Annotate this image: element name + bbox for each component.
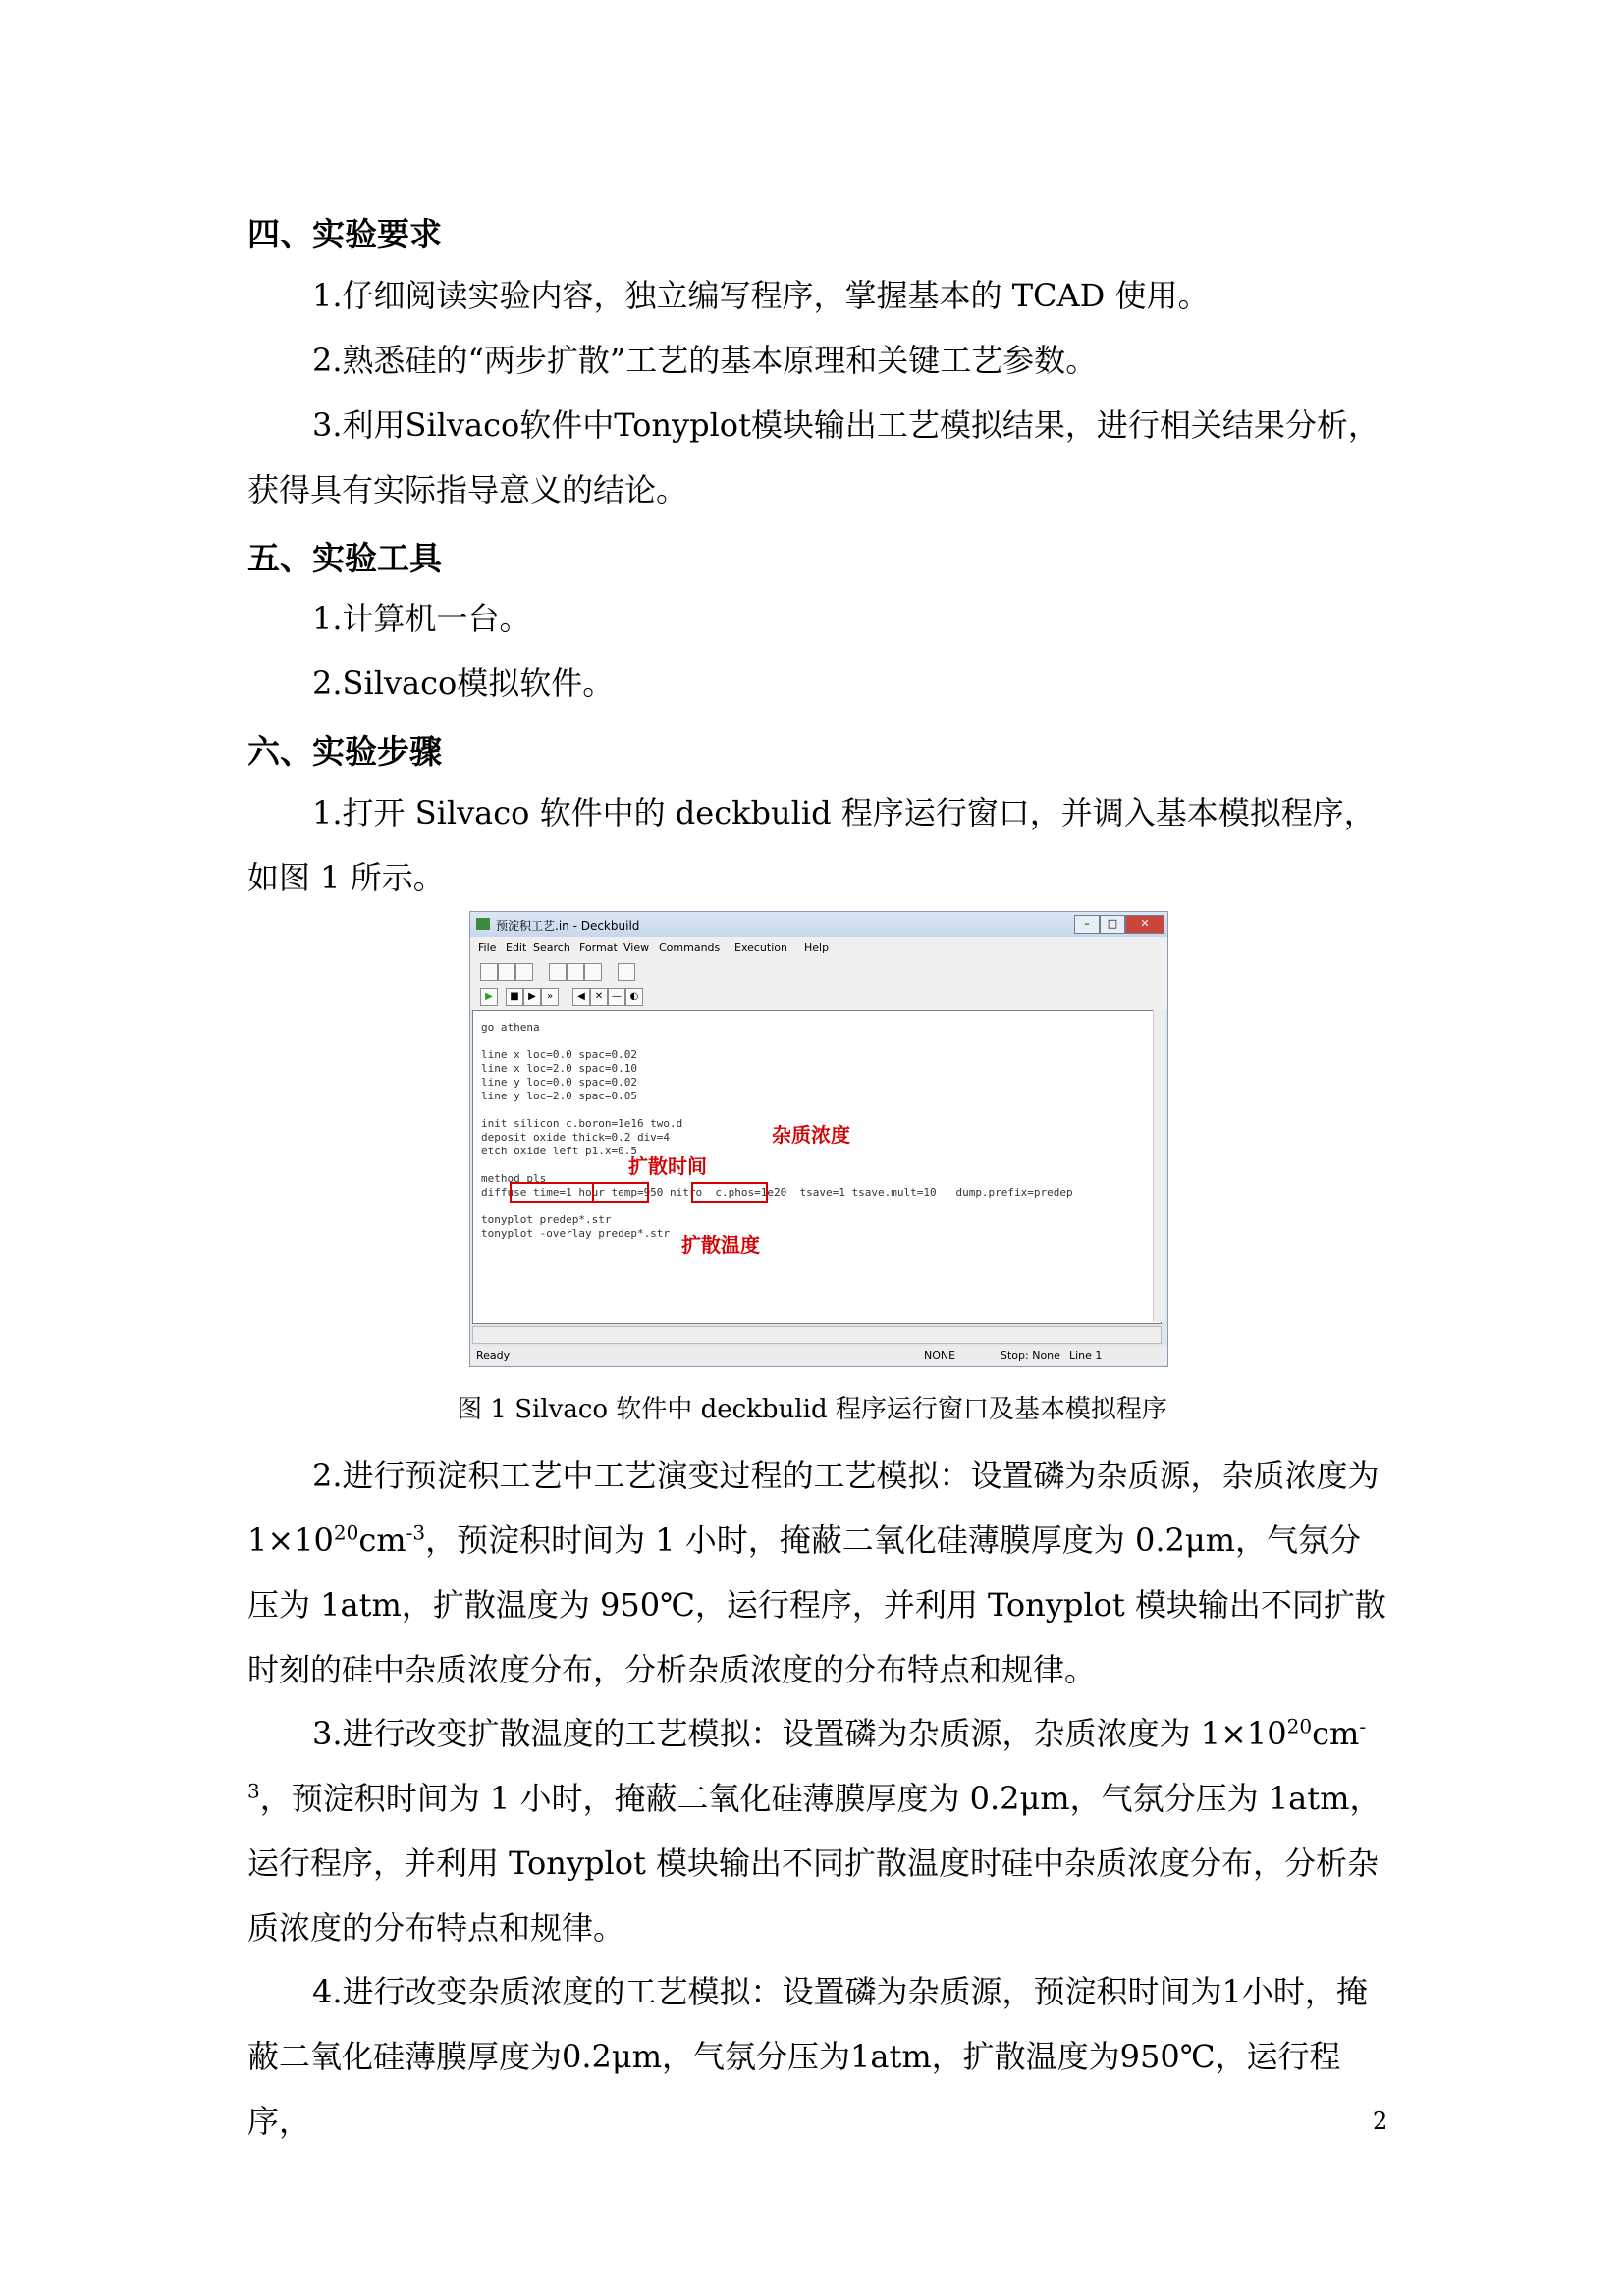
code-line: init silicon c.boron=1e16 two.d xyxy=(481,1117,683,1130)
highlight-time-box xyxy=(510,1182,594,1203)
status-stop: Stop: None xyxy=(1001,1349,1060,1362)
maximize-icon: □ xyxy=(1100,915,1125,934)
toolbar-file xyxy=(470,959,1167,985)
code-editor xyxy=(472,1010,1162,1324)
code-line: line x loc=0.0 spac=0.02 xyxy=(481,1048,637,1061)
menu-search: Search xyxy=(533,941,570,954)
status-line: Line 1 xyxy=(1069,1349,1103,1362)
step-3: 3.进行改变扩散温度的工艺模拟：设置磷为杂质源，杂质浓度为 $1\times 10^{20}cm^{-3}$，预淀积时间为 1 小时，掩蔽二氧化硅薄膜厚度为 0.2μm，气氛分压为 1atm，运行程序，并利用 Tonyplot 模块输出不同扩散温度时硅中杂质浓度分布，分析杂质浓度的分布特点和规律。 xyxy=(247,1714,1381,1947)
code-line: line y loc=0.0 spac=0.02 xyxy=(481,1076,637,1089)
code-line: etch oxide left p1.x=0.5 xyxy=(481,1145,637,1157)
window-titlebar xyxy=(470,912,1167,937)
deckbuild-window-screenshot xyxy=(469,911,1168,1367)
break-icon: ◐ xyxy=(625,988,643,1006)
code-line: go athena xyxy=(481,1021,540,1034)
requirement-3: 3.利用Silvaco软件中Tonyplot模块输出工艺模拟结果，进行相关结果分析，获得具有实际指导意义的结论。 xyxy=(247,406,1380,508)
menu-bar xyxy=(470,937,1167,959)
step-icon: ▶ xyxy=(523,988,541,1006)
close-icon: ✕ xyxy=(1125,915,1164,934)
step-over-icon: » xyxy=(541,988,559,1006)
tool-1: 1.计算机一台。 xyxy=(312,600,531,637)
toolbar-run xyxy=(470,985,1167,1010)
menu-edit: Edit xyxy=(506,941,527,954)
status-none: NONE xyxy=(924,1349,956,1362)
stop-icon: ■ xyxy=(506,988,523,1006)
app-icon xyxy=(476,918,490,930)
tool-2: 2.Silvaco模拟软件。 xyxy=(312,665,615,702)
annotation-temperature: 扩散温度 xyxy=(681,1233,760,1256)
code-line: line y loc=2.0 spac=0.05 xyxy=(481,1090,637,1102)
editor-vertical-scrollbar xyxy=(1153,1010,1165,1322)
code-line: tonyplot predep*.str xyxy=(481,1213,612,1226)
undo-icon xyxy=(618,963,635,981)
code-line: line x loc=2.0 spac=0.10 xyxy=(481,1062,637,1075)
cut-icon xyxy=(549,963,567,981)
open-file-icon xyxy=(498,963,515,981)
editor-horizontal-scrollbar xyxy=(472,1326,1162,1344)
menu-execution: Execution xyxy=(734,941,787,954)
figure-caption: 图 1 Silvaco 软件中 deckbulid 程序运行窗口及基本模拟程序 xyxy=(457,1395,1167,1424)
annotation-time: 扩散时间 xyxy=(628,1154,707,1178)
minimize-icon: – xyxy=(1074,915,1100,934)
annotation-impurity: 杂质浓度 xyxy=(772,1123,850,1147)
code-line: deposit oxide thick=0.2 div=4 xyxy=(481,1131,671,1144)
step-2: 2.进行预淀积工艺中工艺演变过程的工艺模拟：设置磷为杂质源，杂质浓度为 $1\times 10^{20}cm^{-3}$，预淀积时间为 1 小时，掩蔽二氧化硅薄膜厚度为 0.2μm，气氛分压为 1atm，扩散温度为 950℃，运行程序，并利用 Tonyplot 模块输出不同扩散时刻的硅中杂质浓度分布，分析杂质浓度的分布特点和规律。 xyxy=(247,1457,1386,1688)
highlight-impurity-box xyxy=(691,1182,768,1203)
code-line: tonyplot -overlay predep*.str xyxy=(481,1227,671,1240)
back-icon: ◀ xyxy=(572,988,590,1006)
copy-icon xyxy=(567,963,584,981)
menu-format: Format xyxy=(579,941,618,954)
kill-icon: ✕ xyxy=(590,988,608,1006)
status-ready: Ready xyxy=(476,1349,511,1362)
paste-icon xyxy=(584,963,602,981)
page-number: 2 xyxy=(1373,2108,1388,2135)
section-heading-requirements: 四、实验要求 xyxy=(247,215,442,253)
menu-help: Help xyxy=(804,941,830,954)
line-icon: — xyxy=(608,988,625,1006)
step-4: 4.进行改变杂质浓度的工艺模拟：设置磷为杂质源，预淀积时间为1小时，掩蔽二氧化硅薄膜厚度为0.2μm，气氛分压为1atm，扩散温度为950℃，运行程序， xyxy=(247,1973,1368,2140)
status-bar xyxy=(470,1346,1167,1365)
menu-file: File xyxy=(478,941,497,954)
section-heading-steps: 六、实验步骤 xyxy=(247,732,442,771)
requirement-2: 2.熟悉硅的“两步扩散”工艺的基本原理和关键工艺参数。 xyxy=(312,342,1098,379)
menu-view: View xyxy=(623,941,650,954)
step-1: 1.打开 Silvaco 软件中的 deckbulid 程序运行窗口，并调入基本模拟程序，如图 1 所示。 xyxy=(247,794,1376,896)
highlight-temp-box xyxy=(592,1182,649,1203)
window-title: 预淀积工艺.in - Deckbuild xyxy=(496,919,640,933)
menu-commands: Commands xyxy=(659,941,721,954)
run-icon: ▶ xyxy=(480,988,498,1006)
requirement-1: 1.仔细阅读实验内容，独立编写程序，掌握基本的 TCAD 使用。 xyxy=(312,277,1210,314)
code-line: diffuse time=1 hour temp=950 nitro c.phos=1e20 tsave=1 tsave.mult=10 dump.prefix=predep xyxy=(481,1186,1073,1199)
new-file-icon xyxy=(480,963,498,981)
section-heading-tools: 五、实验工具 xyxy=(247,539,442,577)
save-file-icon xyxy=(515,963,533,981)
code-line: method pls xyxy=(481,1172,547,1185)
